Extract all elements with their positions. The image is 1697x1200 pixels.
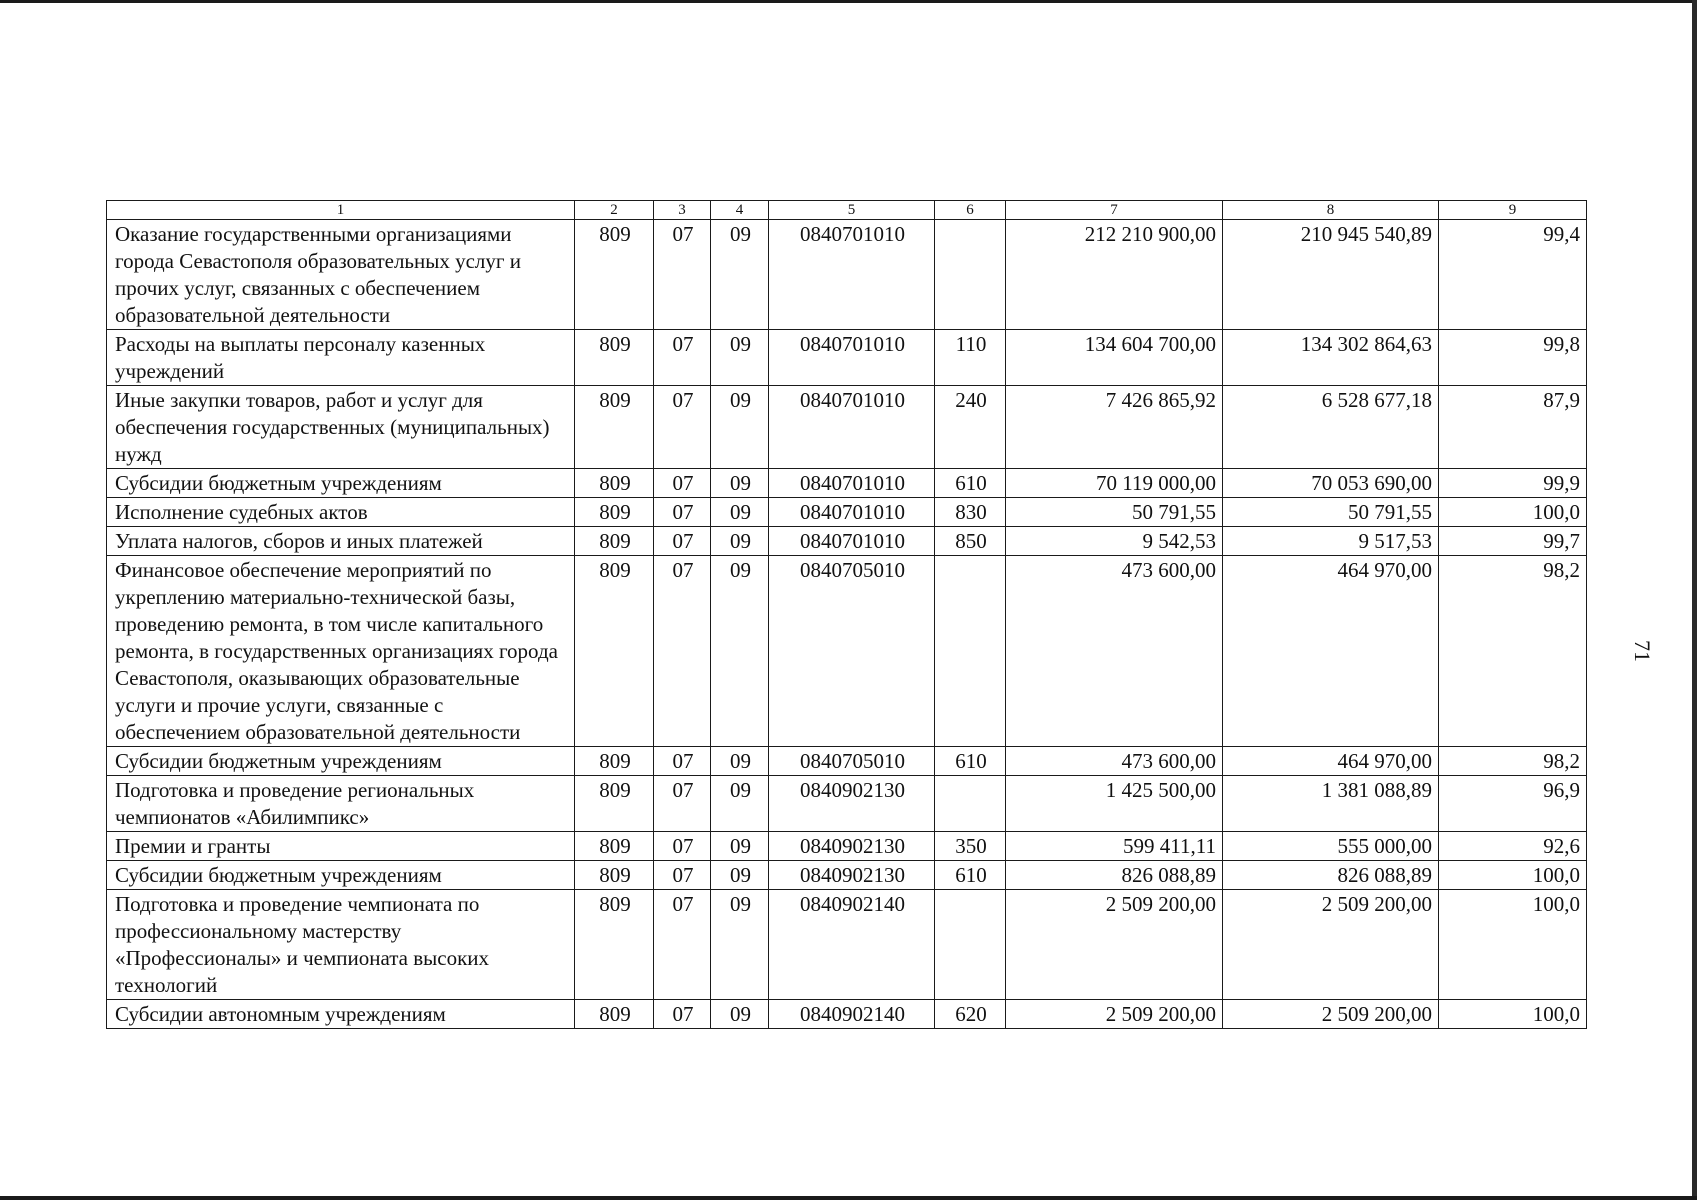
section-code: 07 (654, 498, 711, 527)
executed-amount: 464 970,00 (1223, 747, 1439, 776)
target-article-code: 0840701010 (769, 386, 935, 469)
target-article-code: 0840701010 (769, 220, 935, 330)
executed-amount: 1 381 088,89 (1223, 776, 1439, 832)
target-article-code: 0840902140 (769, 1000, 935, 1029)
expense-name: Расходы на выплаты персоналу казенных учреждений (107, 330, 575, 386)
subsection-code: 09 (711, 469, 769, 498)
subsection-code: 09 (711, 386, 769, 469)
subsection-code: 09 (711, 330, 769, 386)
column-header: 3 (654, 201, 711, 220)
expense-type-code: 610 (935, 747, 1006, 776)
planned-amount: 134 604 700,00 (1006, 330, 1223, 386)
column-header: 5 (769, 201, 935, 220)
section-code: 07 (654, 776, 711, 832)
execution-percent: 98,2 (1439, 747, 1587, 776)
execution-percent: 100,0 (1439, 861, 1587, 890)
planned-amount: 70 119 000,00 (1006, 469, 1223, 498)
planned-amount: 2 509 200,00 (1006, 890, 1223, 1000)
target-article-code: 0840701010 (769, 330, 935, 386)
table-row (107, 556, 1587, 747)
expense-type-code: 850 (935, 527, 1006, 556)
budget-table (106, 200, 1587, 1029)
execution-percent: 99,9 (1439, 469, 1587, 498)
ministry-code: 809 (575, 890, 654, 1000)
table-row (107, 861, 1587, 890)
ministry-code: 809 (575, 386, 654, 469)
execution-percent: 100,0 (1439, 498, 1587, 527)
executed-amount: 464 970,00 (1223, 556, 1439, 747)
expense-name: Подготовка и проведение региональных чемпионатов «Абилимпикс» (107, 776, 575, 832)
expense-name: Подготовка и проведение чемпионата по профессиональному мастерству «Профессионалы» и чемпионата высоких технологий (107, 890, 575, 1000)
subsection-code: 09 (711, 861, 769, 890)
section-code: 07 (654, 556, 711, 747)
table-row (107, 747, 1587, 776)
execution-percent: 99,7 (1439, 527, 1587, 556)
ministry-code: 809 (575, 498, 654, 527)
column-header: 2 (575, 201, 654, 220)
table-header-row (107, 201, 1587, 220)
target-article-code: 0840902140 (769, 890, 935, 1000)
table-row (107, 469, 1587, 498)
target-article-code: 0840902130 (769, 832, 935, 861)
section-code: 07 (654, 861, 711, 890)
section-code: 07 (654, 220, 711, 330)
planned-amount: 473 600,00 (1006, 556, 1223, 747)
column-header: 4 (711, 201, 769, 220)
section-code: 07 (654, 747, 711, 776)
table-row (107, 386, 1587, 469)
column-header: 6 (935, 201, 1006, 220)
target-article-code: 0840705010 (769, 747, 935, 776)
section-code: 07 (654, 469, 711, 498)
scan-edge-top (0, 0, 1697, 3)
section-code: 07 (654, 890, 711, 1000)
page-number: 71 (1630, 640, 1655, 662)
target-article-code: 0840701010 (769, 498, 935, 527)
executed-amount: 9 517,53 (1223, 527, 1439, 556)
table-row (107, 776, 1587, 832)
target-article-code: 0840902130 (769, 776, 935, 832)
expense-type-code (935, 890, 1006, 1000)
column-header: 8 (1223, 201, 1439, 220)
expense-name: Премии и гранты (107, 832, 575, 861)
ministry-code: 809 (575, 747, 654, 776)
expense-type-code: 620 (935, 1000, 1006, 1029)
execution-percent: 100,0 (1439, 890, 1587, 1000)
table-row (107, 1000, 1587, 1029)
executed-amount: 555 000,00 (1223, 832, 1439, 861)
ministry-code: 809 (575, 330, 654, 386)
expense-name: Субсидии бюджетным учреждениям (107, 469, 575, 498)
section-code: 07 (654, 1000, 711, 1029)
scan-edge-right (1692, 0, 1697, 1200)
expense-name: Финансовое обеспечение мероприятий по укреплению материально-технической базы, проведению ремонта, в том числе капитального ремонта, в государственных организациях города Севастополя, оказывающих образовательные услуги и прочие услуги, связанные с обеспечением образовательной деятельности (107, 556, 575, 747)
executed-amount: 2 509 200,00 (1223, 1000, 1439, 1029)
target-article-code: 0840705010 (769, 556, 935, 747)
expense-name: Субсидии автономным учреждениям (107, 1000, 575, 1029)
table-row (107, 330, 1587, 386)
executed-amount: 50 791,55 (1223, 498, 1439, 527)
ministry-code: 809 (575, 527, 654, 556)
execution-percent: 96,9 (1439, 776, 1587, 832)
subsection-code: 09 (711, 220, 769, 330)
planned-amount: 1 425 500,00 (1006, 776, 1223, 832)
executed-amount: 134 302 864,63 (1223, 330, 1439, 386)
execution-percent: 99,4 (1439, 220, 1587, 330)
target-article-code: 0840701010 (769, 469, 935, 498)
section-code: 07 (654, 330, 711, 386)
executed-amount: 6 528 677,18 (1223, 386, 1439, 469)
subsection-code: 09 (711, 747, 769, 776)
subsection-code: 09 (711, 832, 769, 861)
ministry-code: 809 (575, 861, 654, 890)
expense-name: Уплата налогов, сборов и иных платежей (107, 527, 575, 556)
execution-percent: 100,0 (1439, 1000, 1587, 1029)
scan-edge-bottom (0, 1196, 1697, 1200)
ministry-code: 809 (575, 556, 654, 747)
ministry-code: 809 (575, 1000, 654, 1029)
expense-type-code (935, 776, 1006, 832)
section-code: 07 (654, 527, 711, 556)
expense-name: Субсидии бюджетным учреждениям (107, 861, 575, 890)
ministry-code: 809 (575, 832, 654, 861)
expense-name: Иные закупки товаров, работ и услуг для обеспечения государственных (муниципальных) нужд (107, 386, 575, 469)
table-row (107, 220, 1587, 330)
column-header: 9 (1439, 201, 1587, 220)
planned-amount: 9 542,53 (1006, 527, 1223, 556)
table-row (107, 890, 1587, 1000)
expense-type-code (935, 556, 1006, 747)
planned-amount: 212 210 900,00 (1006, 220, 1223, 330)
subsection-code: 09 (711, 527, 769, 556)
expense-type-code: 610 (935, 469, 1006, 498)
planned-amount: 599 411,11 (1006, 832, 1223, 861)
expense-type-code: 830 (935, 498, 1006, 527)
execution-percent: 92,6 (1439, 832, 1587, 861)
table-row (107, 527, 1587, 556)
subsection-code: 09 (711, 498, 769, 527)
expense-name: Исполнение судебных актов (107, 498, 575, 527)
planned-amount: 50 791,55 (1006, 498, 1223, 527)
table-row (107, 498, 1587, 527)
expense-type-code: 110 (935, 330, 1006, 386)
executed-amount: 210 945 540,89 (1223, 220, 1439, 330)
execution-percent: 99,8 (1439, 330, 1587, 386)
table-row (107, 832, 1587, 861)
planned-amount: 7 426 865,92 (1006, 386, 1223, 469)
planned-amount: 473 600,00 (1006, 747, 1223, 776)
expense-type-code: 350 (935, 832, 1006, 861)
column-header: 1 (107, 201, 575, 220)
target-article-code: 0840902130 (769, 861, 935, 890)
subsection-code: 09 (711, 556, 769, 747)
expense-type-code (935, 220, 1006, 330)
executed-amount: 2 509 200,00 (1223, 890, 1439, 1000)
section-code: 07 (654, 832, 711, 861)
executed-amount: 70 053 690,00 (1223, 469, 1439, 498)
ministry-code: 809 (575, 220, 654, 330)
ministry-code: 809 (575, 469, 654, 498)
executed-amount: 826 088,89 (1223, 861, 1439, 890)
ministry-code: 809 (575, 776, 654, 832)
subsection-code: 09 (711, 1000, 769, 1029)
execution-percent: 87,9 (1439, 386, 1587, 469)
target-article-code: 0840701010 (769, 527, 935, 556)
expense-type-code: 240 (935, 386, 1006, 469)
column-header: 7 (1006, 201, 1223, 220)
expense-type-code: 610 (935, 861, 1006, 890)
subsection-code: 09 (711, 776, 769, 832)
subsection-code: 09 (711, 890, 769, 1000)
expense-name: Субсидии бюджетным учреждениям (107, 747, 575, 776)
execution-percent: 98,2 (1439, 556, 1587, 747)
expense-name: Оказание государственными организациями города Севастополя образовательных услуг и прочих услуг, связанных с обеспечением образовательной деятельности (107, 220, 575, 330)
planned-amount: 826 088,89 (1006, 861, 1223, 890)
section-code: 07 (654, 386, 711, 469)
planned-amount: 2 509 200,00 (1006, 1000, 1223, 1029)
